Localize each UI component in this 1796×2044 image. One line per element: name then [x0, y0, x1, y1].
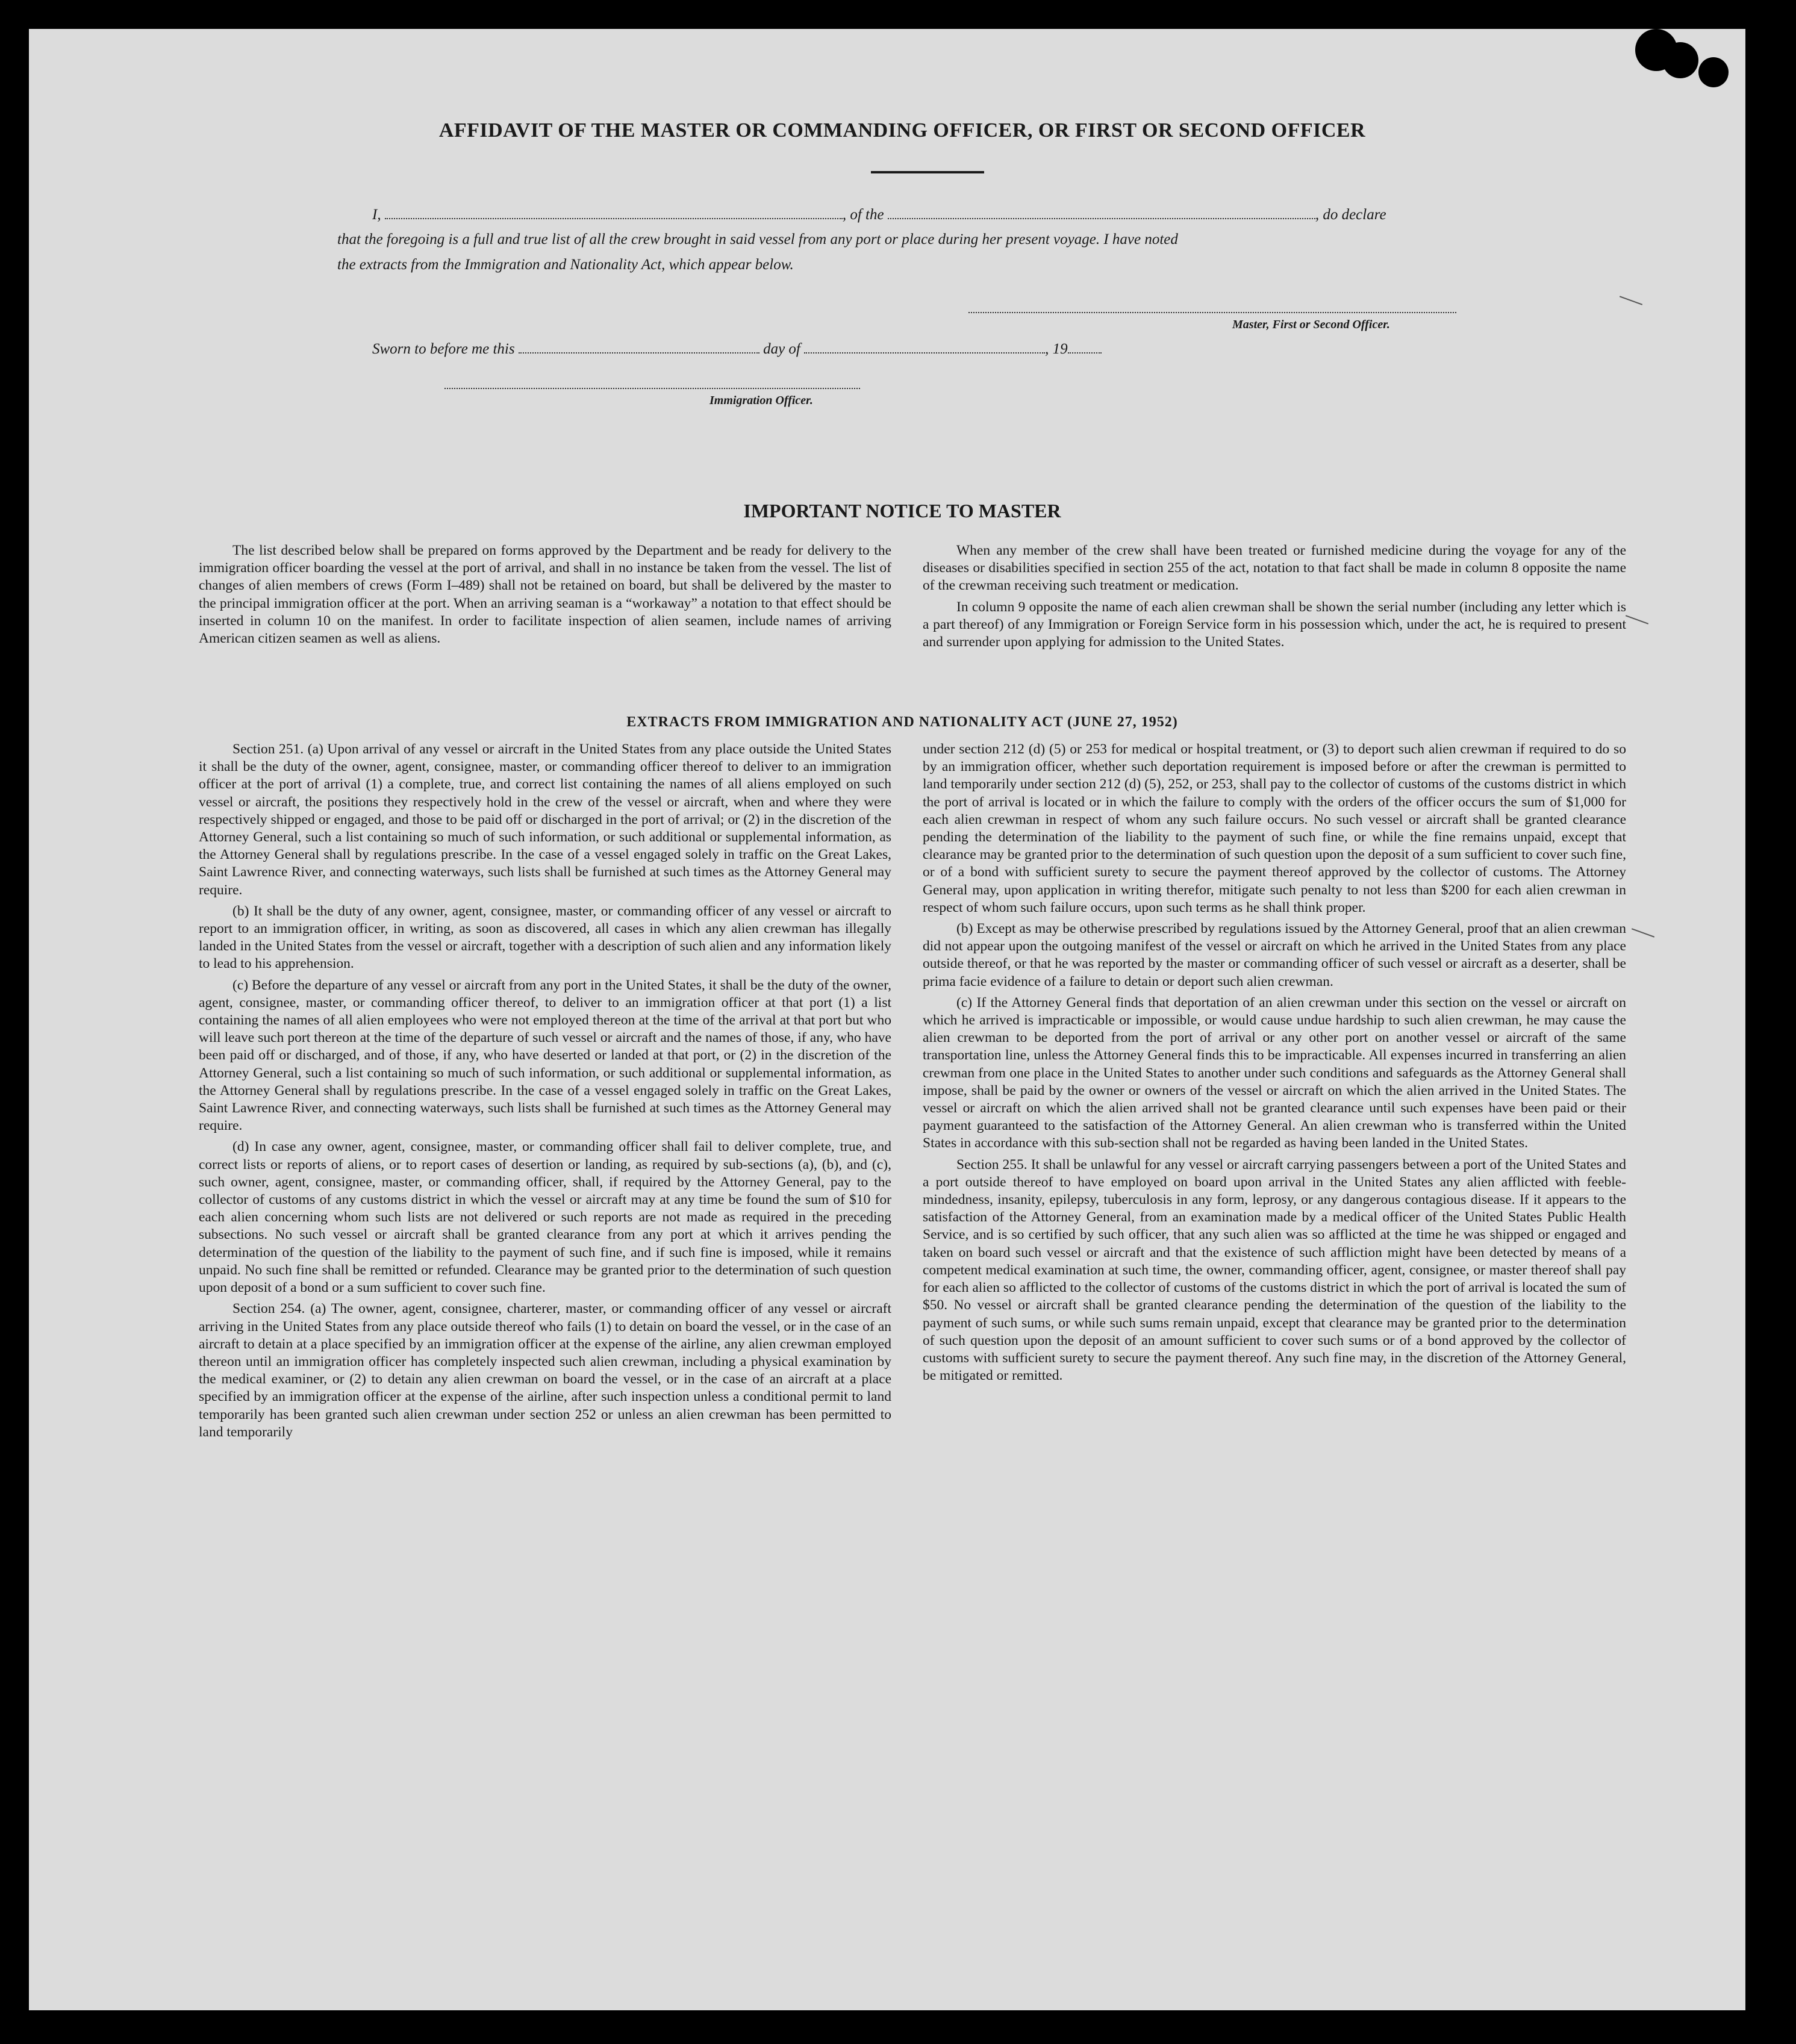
vessel-label: , of the — [842, 207, 884, 223]
declaration-text-2: that the foregoing is a full and true list of all the crew brought in said vessel from any port or place during her present voyage. I have noted — [337, 231, 1178, 248]
extracts-title: EXTRACTS FROM IMMIGRATION AND NATIONALITY ACT (JUNE 27, 1952) — [626, 714, 1178, 730]
section-254-b: (b) Except as may be otherwise prescribed by regulations issued by the Attorney General, proof that an alien crewman did not appear upon the outgoing manifest of the vessel or aircraft on which he arrived in the United States from any place outside thereof, or that he was reported by the master or commanding officer of such vessel or aircraft as a deserter, shall be prima facie evidence of a failure to detain or deport such alien crewman. — [923, 921, 1626, 989]
officer-signature-field[interactable] — [444, 388, 860, 389]
sworn-day-field[interactable] — [519, 339, 759, 354]
section-255: Section 255. It shall be unlawful for any vessel or aircraft carrying passengers between a port of the United States and a port outside thereof to have employed on board upon arrival in the United States any alien afflicted with feeble-mindedness, insanity, epilepsy, tuberculosis in any form, leprosy, or any dangerous contagious disease. If it appears to the satisfaction of the Attorney General, from an examination made by a medical officer of the United States Public Health Service, and is so certified by such officer, that any such alien was so afflicted at the time he was shipped or engaged and taken on board such vessel or aircraft and that the existence of such affliction might have been detected by means of a competent medical examination at such time, the owner, commanding officer, agent, consignee, or master thereof shall pay for each alien so afflicted to the collector of customs of the customs district in which the port of arrival is located the sum of $50. No vessel or aircraft shall be granted clearance pending the determination of the question of the liability to the payment of such sums, or while such sums remain unpaid, except that clearance may be granted prior to the determination of such question upon the deposit of an amount sufficient to cover such sums or of a bond approved by the collector of customs with sufficient surety to secure the payment thereof. Any such fine may, in the discretion of the Attorney General, be mitigated or remitted. — [923, 1156, 1626, 1384]
declaration-line — [372, 205, 1601, 223]
section-251-b: (b) It shall be the duty of any owner, agent, consignee, master, or commanding officer of any vessel or aircraft to report to an immigration officer, in writing, as soon as discovered, all cases in which any alien crewman has illegally landed in the United States from the vessel or aircraft, together with a description of such alien and any information likely to lead to his apprehension. — [199, 903, 891, 972]
sworn-label: Sworn to before me this — [372, 341, 515, 357]
notice-title: IMPORTANT NOTICE TO MASTER — [743, 500, 1061, 522]
section-251-d: (d) In case any owner, agent, consignee, master, or commanding officer shall fail to deliver complete, true, and correct lists or reports of aliens, or to report cases of desertion or landing, as required by sub-sections (a), (b), and (c), such owner, agent, consignee, master, or commanding officer, shall, if required by the Attorney General, pay to the collector of customs of any customs district in which the vessel or aircraft may at any time be found the sum of $10 for each alien concerning whom such lists are not delivered or such reports are not made as required in the preceding subsections. No such vessel or aircraft shall be granted clearance from any port at which it arrives pending the determination of the question of the liability to the payment of such fine, and if such fine is imposed, while it remains unpaid. No such fine shall be remitted or refunded. Clearance may be granted prior to the determination of such question upon deposit of a bond or a sum sufficient to cover such fine. — [199, 1139, 891, 1296]
declaration-text-3: the extracts from the Immigration and Nationality Act, which appear below. — [337, 257, 794, 273]
section-254-c: (c) If the Attorney General finds that deportation of an alien crewman under this section on the vessel or aircraft on which he arrived is impracticable or impossible, or would cause undue hardship to such alien crewman, he may cause the alien crewman to be deported from the port of arrival or any other port on another vessel or aircraft of the same transportation line, unless the Attorney General finds this to be impracticable. All expenses incurred in transferring an alien crewman from one place in the United States to another under such conditions and safeguards as the Attorney General shall impose, shall be paid by the owner or owners of the vessel or aircraft on which the alien arrived in the United States. The vessel or aircraft on which the alien arrived shall not be granted clearance until such expenses have been paid or their payment guaranteed to the satisfaction of the Attorney General. An alien crewman who is transferred within the United States in accordance with this sub-section shall not be regarded as having been landed in the United States. — [923, 994, 1626, 1151]
declare-label: , do declare — [1315, 207, 1386, 223]
notice-right-paragraph-2: In column 9 opposite the name of each alien crewman shall be shown the serial number (including any letter which is a part thereof) of any Immigration or Foreign Service form in his possession which, under the act, he is required to present and surrender upon applying for admission to the United States. — [923, 599, 1626, 650]
section-254-a-continued: under section 212 (d) (5) or 253 for medical or hospital treatment, or (3) to deport such alien crewman if required to do so by an immigration officer, whether such deportation requirement is imposed before or after the crewman is permitted to land temporarily under section 212 (d) (5), 252, or 253, shall pay to the collector of customs of the customs district in which the port of arrival is located or in which the failure to comply with the orders of the officer occurs the sum of $1,000 for each alien crewman in respect of whom any such failure occurs. No such vessel or aircraft shall be granted clearance pending the determination of the liability to the payment of such fine, or while the fine remains unpaid, except that clearance may be granted prior to the determination of such question upon the deposit of a sum sufficient to cover such fine, or of a bond with sufficient surety to secure the payment thereof approved by the collector of customs. The Attorney General may, upon application in writing therefor, mitigate such penalty to not less than $200 for each alien crewman in respect of whom such failure occurs, upon such terms as he shall think proper. — [923, 741, 1626, 915]
punch-hole — [1662, 42, 1698, 78]
punch-hole — [1698, 57, 1729, 87]
extracts-right-column — [923, 741, 1626, 1388]
document-page — [29, 29, 1745, 2010]
master-signature-field[interactable] — [968, 312, 1456, 313]
sworn-year-field[interactable] — [1068, 339, 1102, 354]
section-254-a: Section 254. (a) The owner, agent, consignee, charterer, master, or commanding officer of any vessel or aircraft arriving in the United States from any place outside thereof who fails (1) to detain on board the vessel, or in the case of an aircraft to detain at a place specified by an immigration officer at the expense of the airline, any alien crewman employed thereon until an immigration officer has completely inspected such alien crewman, including a physical examination by the medical examiner, or (2) to detain any alien crewman on board the vessel, or in the case of an aircraft at a place specified by an immigration officer at the expense of the airline, after such inspection unless a conditional permit to land temporarily has been granted such alien crewman under section 252 or unless an alien crewman has been permitted to land temporarily — [199, 1301, 891, 1440]
affidavit-title: AFFIDAVIT OF THE MASTER OR COMMANDING OFFICER, OR FIRST OR SECOND OFFICER — [438, 119, 1366, 142]
extracts-left-column — [199, 741, 891, 1445]
officer-signature-caption: Immigration Officer. — [709, 394, 813, 407]
stray-mark — [1620, 296, 1642, 305]
stray-mark — [1626, 615, 1648, 625]
section-251-a: Section 251. (a) Upon arrival of any vessel or aircraft in the United States from any place outside the United States it shall be the duty of the owner, agent, consignee, master, or commanding officer thereof to deliver to an immigration officer at the port of arrival (1) a complete, true, and correct list containing the names of all aliens employed on such vessel or aircraft, the positions they respectively hold in the crew of the vessel or aircraft, when and where they were respectively shipped or engaged, and those to be paid off or discharged in the port of arrival; or (2) in the discretion of the Attorney General, such a list containing so much of such information, or such additional or supplemental information, as the Attorney General shall by regulations prescribe. In the case of a vessel engaged solely in traffic on the Great Lakes, Saint Lawrence River, and connecting waterways, such lists shall be furnished at such times as the Attorney General may require. — [199, 741, 891, 898]
day-of-label: day of — [763, 341, 800, 357]
declarant-label: I, — [372, 207, 381, 223]
title-rule — [871, 171, 984, 173]
master-signature-caption: Master, First or Second Officer. — [1232, 318, 1390, 331]
sworn-month-field[interactable] — [804, 339, 1045, 354]
sworn-line — [372, 339, 1276, 358]
declarant-name-field[interactable] — [385, 205, 843, 219]
year-label: , 19 — [1045, 341, 1068, 357]
notice-right-paragraph-1: When any member of the crew shall have been treated or furnished medicine during the voyage for any of the diseases or disabilities specified in section 255 of the act, notation to that fact shall be made in column 8 opposite the name of the crewman receiving such treatment or medication. — [923, 543, 1626, 594]
section-251-c: (c) Before the departure of any vessel or aircraft from any port in the United States, it shall be the duty of the owner, agent, consignee, master, or commanding officer thereof, to deliver to an immigration officer at that port (1) a list containing the names of all alien employees who were not employed thereon at the time of the arrival at that port but who will leave such port thereon at the time of the departure of such vessel or aircraft and the names of those, if any, who have been paid off or discharged, and of those, if any, who have deserted or landed at that port, or (2) in the discretion of the Attorney General, such a list containing so much of such information, or such additional or supplemental information, as the Attorney General shall by regulations prescribe. In the case of a vessel engaged solely in traffic on the Great Lakes, Saint Lawrence River, and connecting waterways, such lists shall be furnished at such times as the Attorney General may require. — [199, 977, 891, 1134]
vessel-name-field[interactable] — [888, 205, 1315, 219]
stray-mark — [1632, 928, 1654, 938]
notice-left-column — [199, 542, 891, 651]
notice-left-paragraph: The list described below shall be prepared on forms approved by the Department and be ready for delivery to the immigration officer boarding the vessel at the port of arrival, and shall in no instance be taken from the vessel. The list of changes of alien members of crews (Form I–489) shall not be retained on board, but shall be delivered by the master to the principal immigration officer at the port. When an arriving seaman is a “workaway” a notation to that effect should be inserted in column 10 on the manifest. In order to facilitate inspection of alien seamen, include names of arriving American citizen seamen as well as aliens. — [199, 543, 891, 647]
notice-right-column — [923, 542, 1626, 655]
